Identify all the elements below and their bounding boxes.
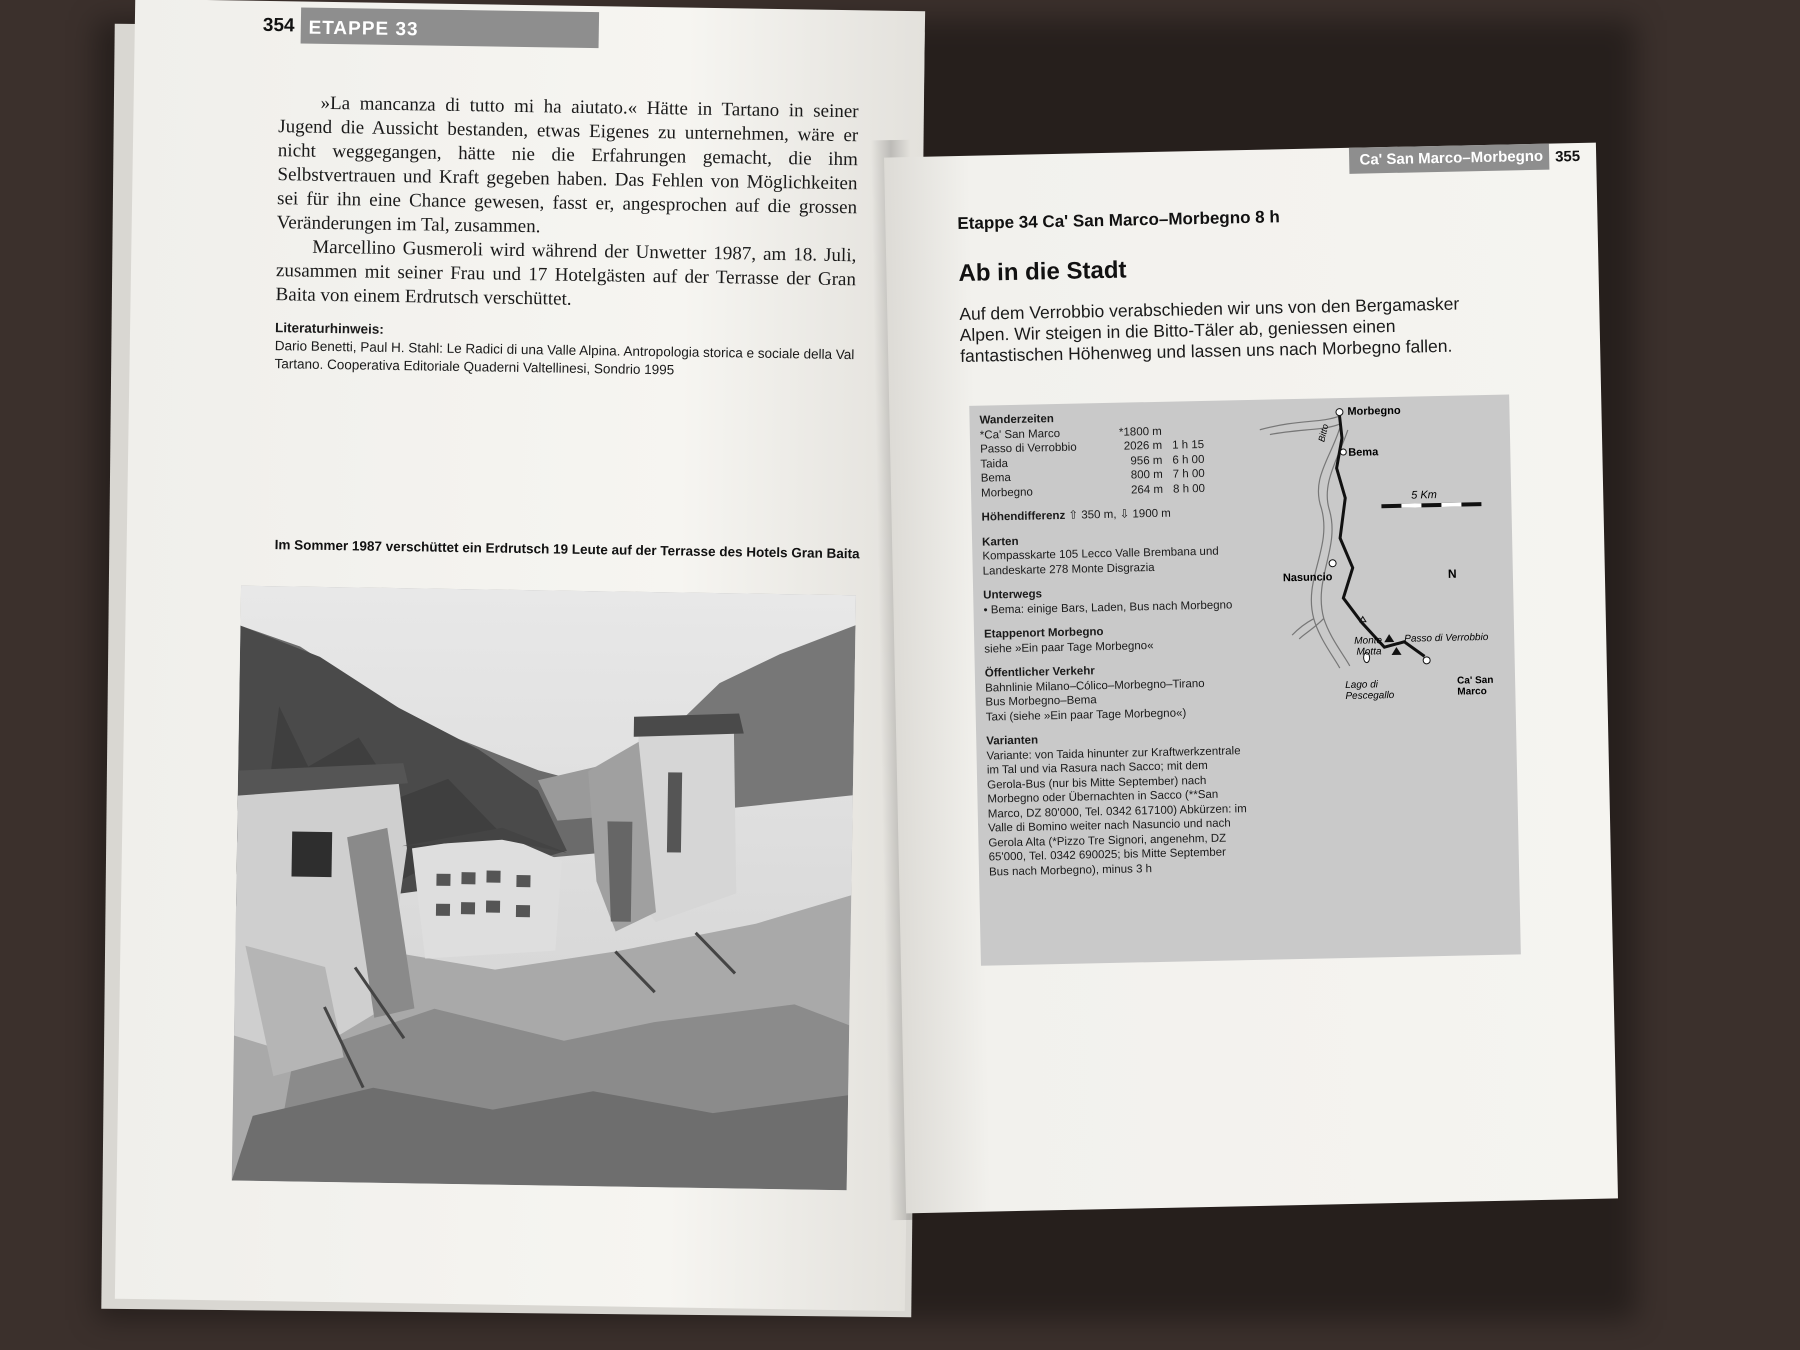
varianten-label: Varianten [986,734,1039,748]
unterwegs-text: • Bema: einige Bars, Laden, Bus nach Morbegno [983,598,1243,618]
map-label: Nasuncio [1282,571,1333,585]
section-label: ETAPPE 33 [300,7,599,48]
map-label: Marco [1457,686,1487,698]
etappenort-label: Etappenort Morbegno [983,626,1104,641]
landslide-photo [232,586,856,1191]
time-altitude: 956 m [1130,454,1163,467]
time-place: Taida [980,457,1009,471]
info-text [979,408,1249,879]
time-duration: 6 h 00 [1172,453,1205,467]
map-label: 5 Km [1411,489,1438,502]
map-label: Ca' San [1456,674,1494,687]
map-label: Monte [1354,635,1383,647]
verkehr-label: Öffentlicher Verkehr [984,665,1095,680]
ca-san-marco-marker [1423,657,1430,664]
map-label: Passo di Verrobbio [1404,632,1489,645]
route-map [1239,395,1516,731]
times-table [980,423,1241,501]
verkehr-line: Bus Morbegno–Bema [985,694,1097,709]
map-label: Bema [1348,446,1379,459]
time-place: Morbegno [980,486,1033,500]
right-running-head [1349,143,1580,174]
map-label: Bitto [1316,423,1331,443]
stage-line: Etappe 34 Ca' San Marco–Morbegno 8 h [957,207,1280,234]
pass-marker [1391,647,1401,655]
right-page-number: 355 [1554,147,1581,166]
right-page [884,143,1618,1214]
morbegno-marker [1336,409,1343,416]
north-arrow-icon: N [1447,566,1457,581]
route-map-svg [1239,395,1516,731]
nasuncio-marker [1329,560,1336,567]
time-duration [1162,423,1204,438]
literature-reference [274,319,855,382]
photo-illustration [232,586,856,1191]
time-altitude: 800 m [1130,468,1163,482]
chapter-title: Ab in die Stadt [958,256,1127,288]
time-altitude: *1800 m [1118,425,1162,439]
time-altitude: 2026 m [1123,439,1163,453]
pass-marker [1384,634,1394,642]
karten-text: Kompasskarte 105 Lecco Valle Brembana und Landeskarte 278 Monte Disgrazia [982,545,1219,578]
left-page [115,0,925,1311]
verkehr-line: Taxi (siehe »Ein paar Tage Morbegno«) [985,706,1187,724]
time-duration: 1 h 15 [1172,438,1205,452]
literature-text: Dario Benetti, Paul H. Stahl: Le Radici di una Valle Alpina. Antropologia storica e sociale della Val Tartano. Cooperativa Editoriale Quaderni Valtellinesi, Sondrio 1995 [274,338,855,378]
paragraph: Marcellino Gusmeroli wird während der Unwetter 1987, am 18. Juli, zusammen mit seiner Frau und 17 Hotelgästen auf der Terrasse der Gran Baita von einem Erdrutsch verschüttet. [275,236,857,310]
running-head-title: Ca' San Marco–Morbegno [1349,144,1549,174]
time-place: *Ca' San Marco [979,427,1061,442]
info-box [969,395,1521,966]
bema-marker [1340,449,1346,455]
river-line [1318,430,1353,667]
time-duration: 7 h 00 [1172,467,1205,481]
time-altitude: 264 m [1130,483,1164,496]
scale-bar [1381,502,1481,508]
map-label: Morbegno [1347,404,1401,418]
map-label: Pescegallo [1345,690,1395,703]
river-line [1308,428,1345,669]
map-label: Motta [1356,646,1382,658]
paragraph: »La mancanza di tutto mi ha aiutato.« Hätte in Tartano in seiner Jugend die Aussicht bestanden, etwas Eigenes zu unternehmen, wäre er nicht weggegangen, hätte nie die Erfahrungen gemacht, die ihm Selbstvertrauen und Kraft gegeben haben. Das Fehlen von Möglichkeiten sei für ihn eine Chance gewesen, fasst er, angesprochen auf die grossen Veränderungen im Tal, zusammen. [276,92,859,238]
hoehe-value: ⇧ 350 m, ⇩ 1900 m [1068,507,1171,522]
photo-caption: Im Sommer 1987 verschüttet ein Erdrutsch 19 Leute auf der Terrasse des Hotels Gran Baita [274,537,860,562]
time-duration: 8 h 00 [1172,482,1206,496]
time-place: Passo di Verrobbio [980,441,1077,456]
unterwegs-label: Unterwegs [983,588,1043,602]
river-line [1292,618,1324,639]
verkehr-line: Bahnlinie Milano–Cólico–Morbegno–Tirano [985,677,1205,695]
left-page-number: 354 [262,14,295,37]
time-place: Bema [980,471,1011,485]
map-label: Lago di [1345,679,1379,692]
hoehe-row [981,505,1241,525]
lead-text: Auf dem Verrobbio verabschieden wir uns von den Bergamasker Alpen. Wir steigen in die Bitto-Täler ab, geniessen einen fantastischen Höhenweg und lassen uns nach Morbegno fallen. [959,293,1460,367]
literature-label: Literaturhinweis: [274,320,384,337]
karten-label: Karten [981,535,1019,549]
left-body-text [275,91,858,316]
hoehe-label: Höhendifferenz [981,509,1066,524]
wanderzeiten-label: Wanderzeiten [979,413,1055,427]
left-running-head [263,7,599,48]
varianten-text: Variante: von Taida hinunter zur Kraftwerkzentrale im Tal und via Rasura nach Sacco; mit dem Gerola-Bus (nur bis Mitte September) nach Morbegno oder Übernachten in Sacco (**San Marco, DZ 80'000, Tel. 0342 617100) Abkürzen: im Valle di Bomino weiter nach Nasuncio und nach Gerola Alta (*Pizzo Tre Signori, angenehm, DZ 65'000, Tel. 0342 690025; bis Mitte September Bus nach Morbegno), minus 3 h [986,744,1247,879]
etappenort-text: siehe »Ein paar Tage Morbegno« [984,639,1154,656]
